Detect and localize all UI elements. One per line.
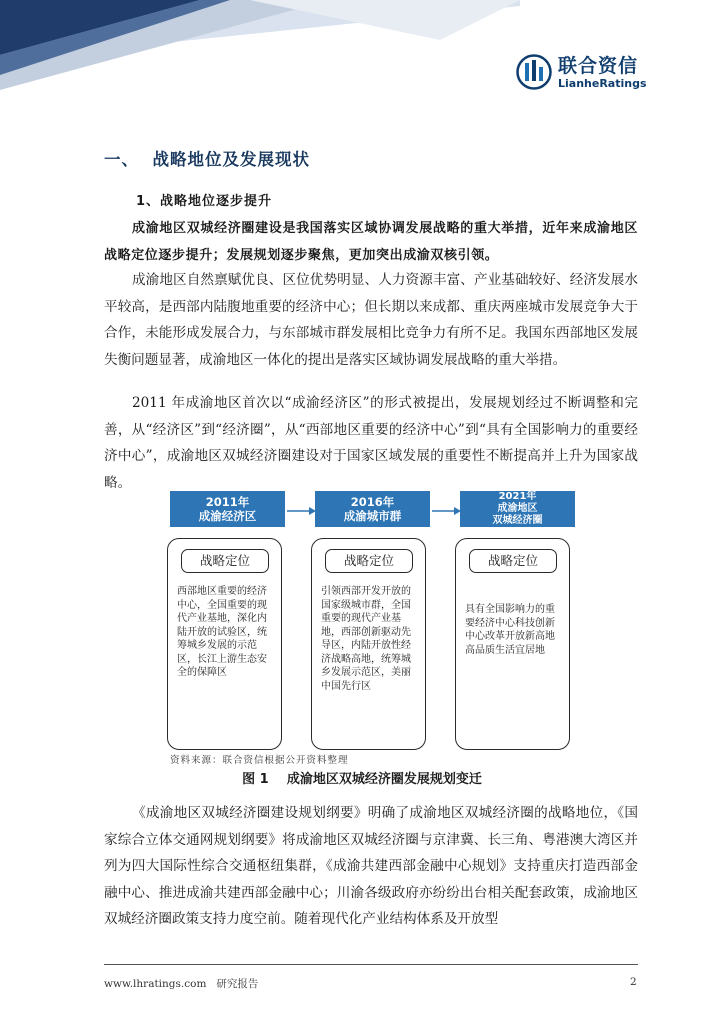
stage-name: 成渝地区 双城经济圈	[492, 503, 543, 526]
page-number: 2	[630, 976, 637, 988]
stage-box-2021	[460, 491, 575, 527]
panel-tag: 战略定位	[181, 549, 269, 573]
stage-box-2011	[170, 491, 285, 527]
stage-box-2016	[315, 491, 430, 527]
stage-year: 2011年	[205, 494, 250, 509]
paragraph-lead: 成渝地区双城经济圈建设是我国落实区域协调发展战略的重大举措，近年来成渝地区战略定位逐步提升；发展规划逐步聚焦，更加突出成渝双核引领。	[104, 221, 638, 263]
paragraph-3: 2011 年成渝地区首次以“成渝经济区”的形式被提出，发展规划经过不断调整和完善，从“经济区”到“经济圈”，从“西部地区重要的经济中心”到“具有全国影响力的重要经济中心”，成渝地区双城经济圈建设对于国家区域发展的重要性不断提高并上升为国家战略。	[104, 395, 638, 491]
brand-name-en: LianheRatings	[558, 76, 647, 90]
lianhe-logo-icon	[516, 54, 552, 90]
brand-name-cn: 联合资信	[558, 54, 639, 77]
header-decoration	[0, 0, 520, 110]
panel-tag: 战略定位	[325, 549, 413, 573]
brand-logo	[516, 54, 647, 90]
figure-timeline	[165, 491, 585, 761]
arrow-right-icon	[287, 506, 316, 516]
footer-report-type: 研究报告	[216, 978, 259, 990]
stage-year: 2016年	[350, 494, 395, 509]
figure-caption: 图 1 成渝地区双城经济圈发展规划变迁	[242, 772, 482, 787]
panel-text: 西部地区重要的经济中心，全国重要的现代产业基地，深化内陆开放的试验区，统筹城乡发展的示范区，长江上游生态安全的保障区	[177, 586, 267, 678]
positioning-panel-2016	[311, 538, 426, 750]
figure-source: 资料来源：联合资信根据公开资料整理	[170, 755, 349, 766]
arrow-right-icon	[432, 506, 461, 516]
panel-text: 具有全国影响力的重要经济中心科技创新中心改革开放新高地高品质生活宜居地	[465, 604, 555, 656]
footer-website: www.lhratings.com	[104, 978, 207, 990]
paragraph-4: 《成渝地区双城经济圈建设规划纲要》明确了成渝地区双城经济圈的战略地位，《国家综合立体交通网规划纲要》将成渝地区双城经济圈与京津冀、长三角、粤港澳大湾区并列为四大国际性综合交通枢纽集群，《成渝共建西部金融中心规划》支持重庆打造西部金融中心、推进成渝共建西部金融中心；川渝各级政府亦纷纷出台相关配套政策，成渝地区双城经济圈政策支持力度空前。随着现代化产业结构体系及开放型	[104, 805, 638, 927]
panel-tag: 战略定位	[469, 549, 557, 573]
section-title: 一、 战略地位及发展现状	[104, 150, 310, 169]
footer-divider	[104, 964, 638, 965]
stage-name: 成渝城市群	[343, 508, 402, 523]
subsection-title: 1、战略地位逐步提升	[136, 194, 273, 209]
panel-text: 引领西部开发开放的国家级城市群，全国重要的现代产业基地，西部创新驱动先导区，内陆开放性经济战略高地，统筹城乡发展示范区，美丽中国先行区	[321, 586, 411, 692]
stage-year: 2021年	[498, 491, 537, 502]
paragraph-2: 成渝地区自然禀赋优良、区位优势明显、人力资源丰富、产业基础较好、经济发展水平较高，是西部内陆腹地重要的经济中心；但长期以来成都、重庆两座城市发展竞争大于合作，未能形成发展合力，与东部城市群发展相比竞争力有所不足。我国东西部地区发展失衡问题显著，成渝地区一体化的提出是落实区域协调发展战略的重大举措。	[104, 272, 638, 368]
positioning-panel-2021	[455, 538, 570, 750]
footer-left	[104, 976, 258, 991]
stage-name: 成渝经济区	[198, 508, 257, 523]
positioning-panel-2011	[167, 538, 282, 750]
